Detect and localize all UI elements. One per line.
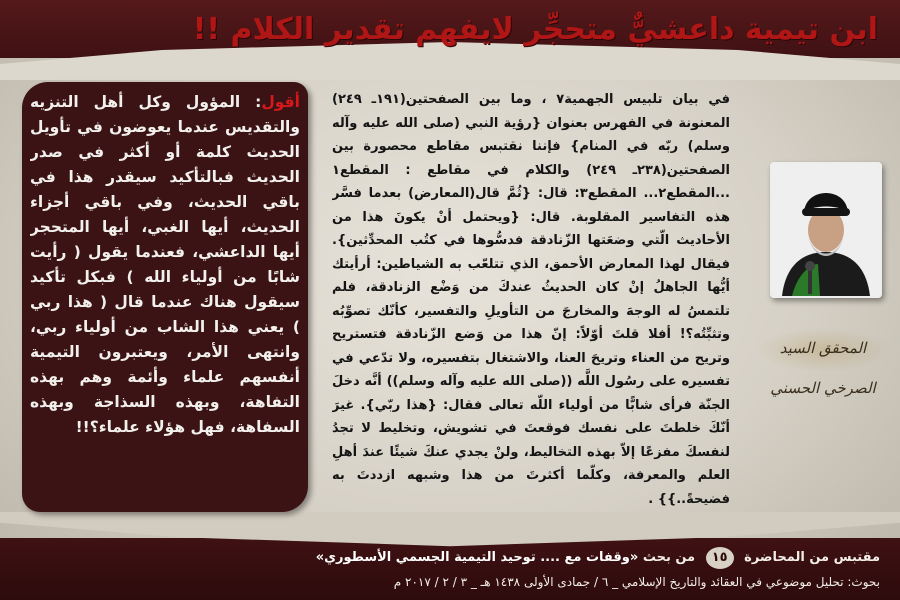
commentary-lead: أقول — [261, 93, 300, 111]
footer-mid: من بحث — [642, 550, 696, 565]
page-title: ابن تيمية داعشيٌّ متحجِّر لايفهم تقدير الكلام !! — [192, 12, 878, 47]
footer-prefix: مقتبس من المحاضرة — [744, 550, 880, 565]
signature-text: المحقق السيد الصرخي الحسني — [770, 339, 876, 397]
calligraphy-signature-icon — [756, 328, 890, 397]
commentary-body: : المؤول وكل أهل التنزيه والتقديس عندما يعوضون في تأويل الحديث كلمة أو أكثر في صدر الحديث فبالتأكيد سيقدر هذا في باقي الحديث، وفي باقي أجزاء الحديث، أيها الغبي، أيها المتحجر أيها الداعشي، فعندما يقول ( رأيت شابًا من أولياء الله ) فبكل تأكيد سيقول هناك عندما قال ( هذا ربي ) يعني هذا الشاب من أولياء ربي، وانتهى الأمر، ويعتبرون التيمية أنفسهم علماء وأئمة وهم بهذه التفاهة، وبهذه السذاجة وبهذه السفاهة، فهل هؤلاء علماء؟!! — [30, 93, 300, 436]
footer-source-line — [20, 546, 880, 570]
commentary-text — [30, 90, 300, 510]
quoted-text: في بيان تلبيس الجهمية٧ ، وما بين الصفحتين(١٩١ـ ٢٤٩) المعنونة في الفهرس بعنوان {رؤية النبي (صلى الله عليه وآله وسلم) ربّه في المنام} فإننا نقتبس مقاطع محصورة بين الصفحتين(٢٣٨ـ ٢٤٩) والكلام في مقاطع : المقطع١ ...المقطع٢... المقطع٣: قال: {ثُمَّ قال(المعارض) بعدما فسَّر هذه التفاسير المقلوبة. قال: {ويحتمل أنْ يكونَ هذا من الأحاديث الّتي وضعَتها الزّنادقة فدسُّوها في كتُب المحدِّثين}. فيقال لهذا المعارض الأحمق، الذي تتلعّب به الشياطين: أرأيتك أيُّها الجاهلُ إنْ كان الحديثُ عندكَ من وَضْع الزنادقة، فلم تلتمسُ له الوجهَ والمخارجَ من التأويلِ والتفسير، كأنّك تصوِّبُه وتثبِّتُه؟! أفلا قلتَ أوّلاً: إنّ هذا من وَضع الزّنادقة فتستريح وتريح من العناء وتريحَ العنا، والاشتغال بتفسيره، ولا تدّعي في تفسيره على رسُول اللَّه ((صلى الله عليه وآله وسلم)) أنَّه دخلَ الجنّة فرأى شابًّا من أولياء اللّه تعالى فقال: {هذا ربّي}. غيرَ أنّكَ خلطتَ على نفسك فوقعتَ في تشويش، وتخليط لا تجدُ لنفسكَ مفزعًا إلاّ بهذه التخاليط، ولنْ يجدي عنكَ شيئًا عندَ أهلِ العلم والمعرفة، وكلّما أكثرتَ من هذا وشبهه ازددتَ به فضيحةً..}} . — [332, 92, 730, 507]
lecture-number-badge: ١٥ — [706, 547, 734, 569]
portrait-graphic — [772, 164, 880, 296]
footer-research-line: بحوث: تحليل موضوعي في العقائد والتاريخ الإسلامي _ ٦ / جمادى الأولى ١٤٣٨ هـ _ ٣ / ٢ / ٢٠١٧ م — [393, 575, 880, 589]
scholar-portrait-icon — [770, 162, 882, 298]
series-title: «وقفات مع .... توحيد التيمية الجسمي الأسطوري» — [315, 550, 639, 565]
